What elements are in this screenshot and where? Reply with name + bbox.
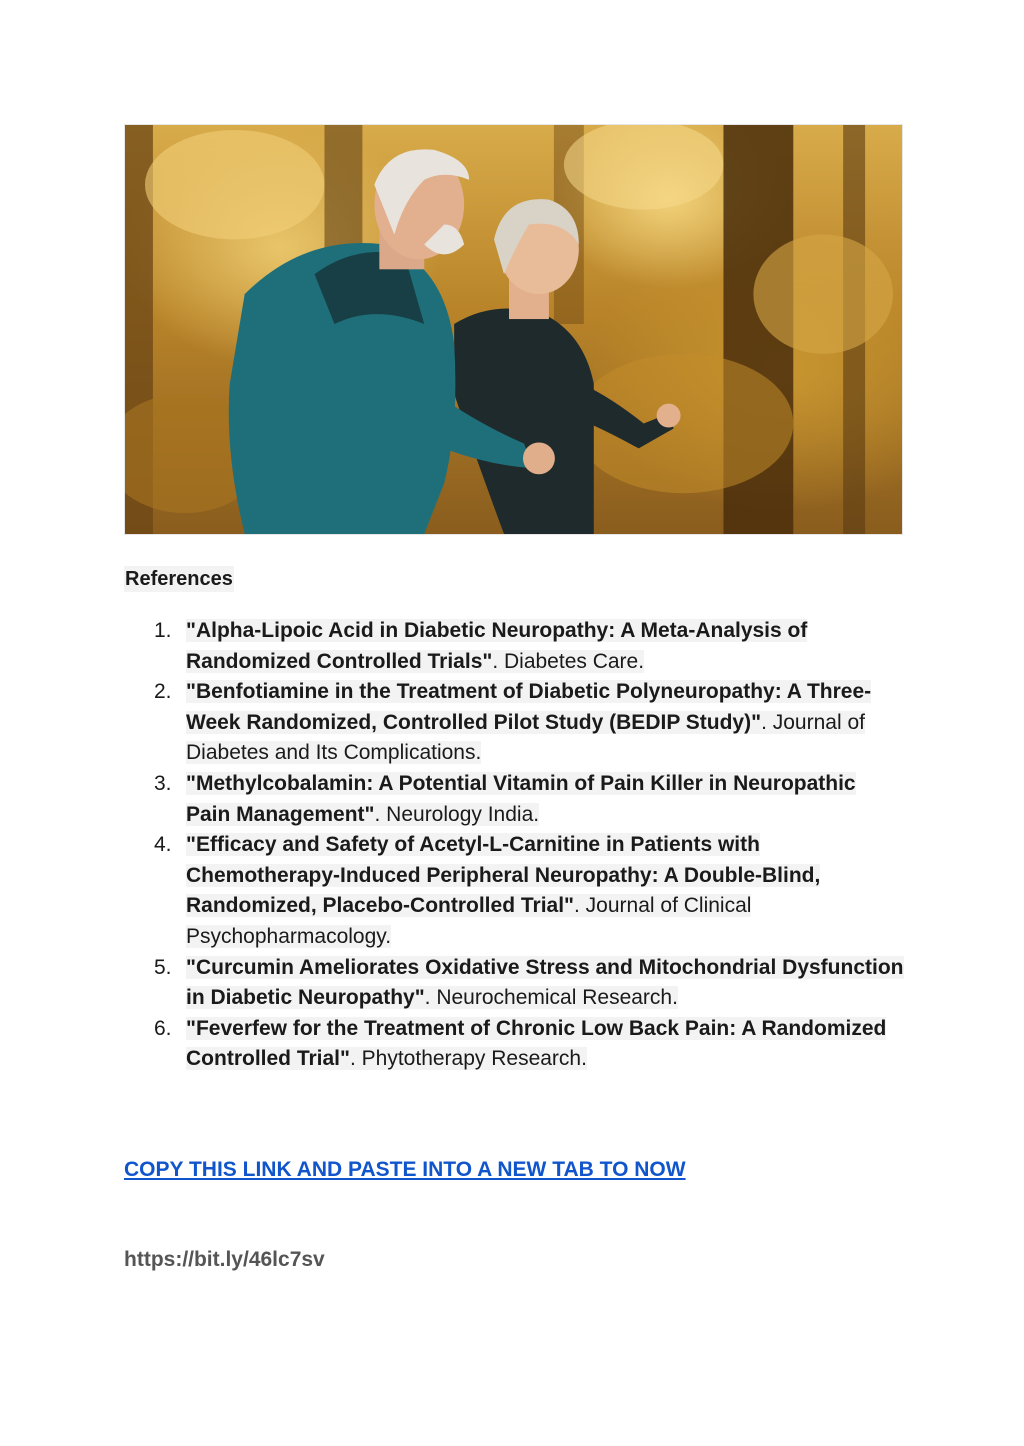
reference-item — [124, 953, 904, 1014]
reference-item — [124, 769, 904, 830]
reference-journal: . Neurochemical Research. — [424, 986, 678, 1010]
reference-journal: . Journal of Diabetes and Its Complications. — [186, 710, 865, 765]
reference-journal: . Neurology India. — [374, 802, 540, 826]
references-list — [124, 616, 904, 1075]
reference-title: "Feverfew for the Treatment of Chronic Low Back Pain: A Randomized Controlled Trial" — [186, 1016, 887, 1071]
references-heading: References — [125, 568, 233, 590]
photo-couple-jogging-icon — [125, 125, 902, 534]
reference-title: "Methylcobalamin: A Potential Vitamin of Pain Killer in Neuropathic Pain Management" — [186, 771, 856, 826]
reference-title: "Benfotiamine in the Treatment of Diabetic Polyneuropathy: A Three-Week Randomized, Controlled Pilot Study (BEDIP Study)" — [186, 680, 872, 734]
reference-journal: . Phytotherapy Research. — [349, 1047, 587, 1071]
reference-number: 3. — [154, 771, 172, 795]
reference-journal: . Journal of Clinical Psychopharmacology. — [186, 894, 752, 948]
reference-journal: . Diabetes Care. — [492, 649, 645, 673]
reference-title: "Curcumin Ameliorates Oxidative Stress and Mitochondrial Dysfunction in Diabetic Neuropathy" — [186, 955, 904, 1010]
copy-link-cta[interactable]: COPY THIS LINK AND PASTE INTO A NEW TAB TO NOW — [124, 1158, 686, 1181]
hero-photo — [124, 124, 903, 535]
reference-number: 6. — [154, 1016, 172, 1040]
reference-item — [124, 616, 904, 677]
reference-number: 2. — [154, 680, 172, 704]
reference-title: "Efficacy and Safety of Acetyl-L-Carnitine in Patients with Chemotherapy-Induced Peripheral Neuropathy: A Double-Blind, Randomized, Placebo-Controlled Trial" — [186, 833, 821, 918]
reference-item — [124, 830, 904, 952]
reference-item — [124, 1014, 904, 1075]
reference-number: 1. — [154, 619, 172, 642]
reference-number: 4. — [154, 833, 172, 857]
reference-title: "Alpha-Lipoic Acid in Diabetic Neuropathy: A Meta-Analysis of Randomized Controlled Trials" — [186, 619, 808, 673]
reference-item — [124, 677, 904, 769]
reference-number: 5. — [154, 955, 172, 979]
short-url-text[interactable]: https://bit.ly/46lc7sv — [124, 1248, 325, 1271]
